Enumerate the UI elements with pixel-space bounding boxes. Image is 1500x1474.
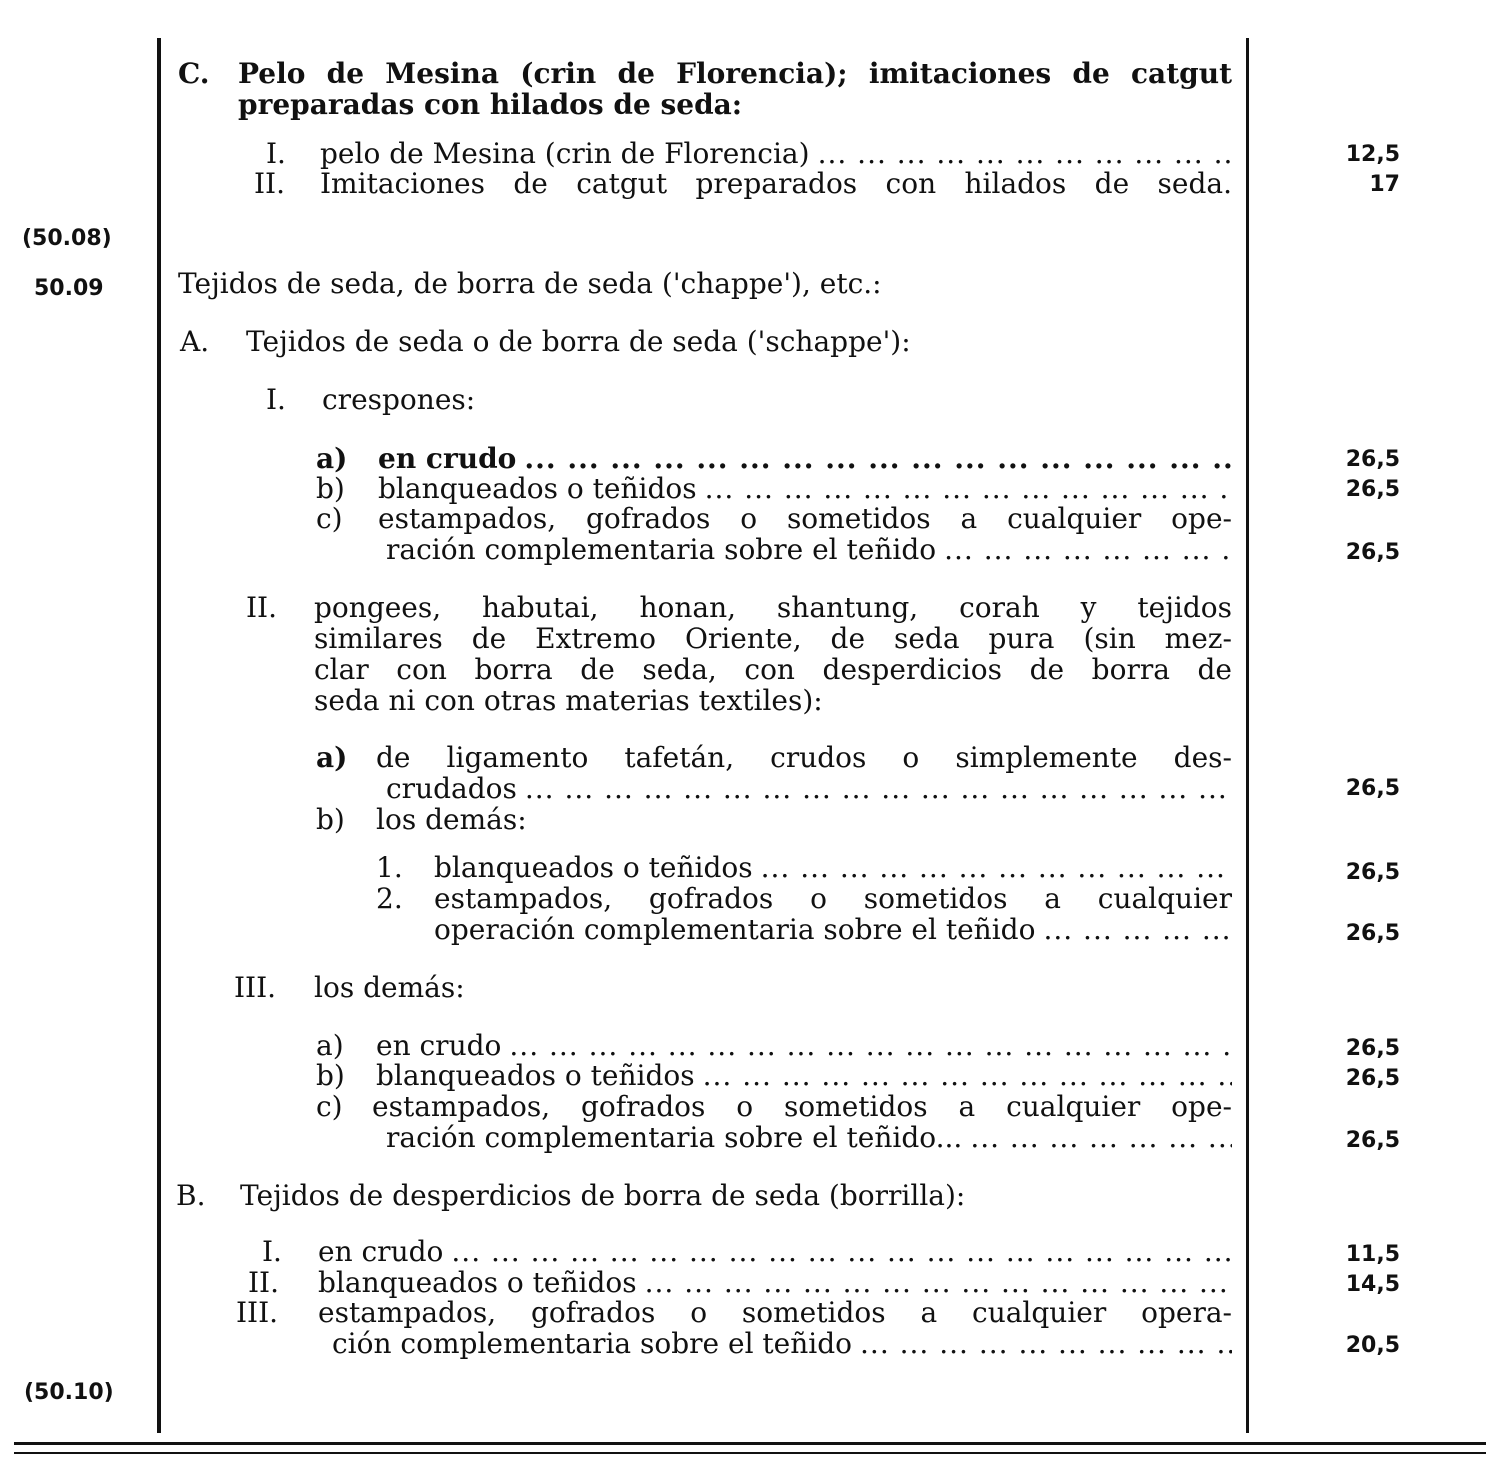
item-text-line2: ración complementaria sobre el teñido [386,534,937,565]
item-line [332,1328,1232,1359]
dot-leader [705,473,1232,504]
item-line [318,1236,1232,1267]
duty-rate: 26,5 [1345,447,1400,472]
item-letter: b) [316,1059,345,1092]
item-title: crespones: [322,383,476,416]
right-column-rule [1246,38,1249,1433]
duty-rate: 26,5 [1345,1036,1400,1061]
item-letter: a) [316,741,348,774]
item-number: II. [248,1266,280,1299]
item-line [376,1060,1232,1091]
dot-leader [645,1267,1232,1298]
tariff-code: 50.09 [34,276,104,301]
item-line [378,443,1232,474]
item-line [378,473,1232,504]
section-a-label: A. [180,325,210,358]
item-line [318,1267,1232,1298]
item-letter: a) [316,442,348,475]
item-text-line4: seda ni con otras materias textiles): [314,684,823,717]
dot-leader [1043,914,1232,945]
item-number: II. [254,167,286,200]
duty-rate: 11,5 [1345,1242,1400,1267]
item-text-line2: ración complementaria sobre el teñido... [386,1122,963,1153]
item-letter: a) [316,1029,344,1062]
item-text: Imitaciones de catgut preparados con hilados de seda. [320,167,1232,200]
dot-leader [525,773,1232,804]
item-letter: c) [316,502,343,535]
dot-leader [451,1236,1232,1267]
item-line [386,534,1232,565]
duty-rate: 14,5 [1345,1272,1400,1297]
item-text-line2: ción complementaria sobre el teñido [332,1328,853,1359]
item-title: los demás: [314,971,465,1004]
duty-rate: 20,5 [1345,1333,1400,1358]
section-b-title: Tejidos de desperdicios de borra de seda (borrilla): [240,1179,966,1212]
item-text: blanqueados o teñidos [376,1060,695,1091]
item-text-line1: estampados, gofrados o sometidos a cualquier [434,882,1232,915]
item-text: blanqueados o teñidos [318,1267,637,1298]
dot-leader [818,138,1232,169]
heading-title: Tejidos de seda, de borra de seda ('chappe'), etc.: [178,267,882,300]
item-letter: b) [316,803,345,836]
bottom-double-rule [14,1452,1486,1454]
dot-leader [944,534,1232,565]
duty-rate: 26,5 [1345,1066,1400,1091]
duty-rate: 26,5 [1345,921,1400,946]
item-text-line3: clar con borra de seda, con desperdicios de borra de [314,653,1232,686]
item-line [434,852,1232,883]
duty-rate: 26,5 [1345,776,1400,801]
dot-leader [970,1122,1232,1153]
duty-rate: 12,5 [1345,142,1400,167]
item-text-line2: operación complementaria sobre el teñido [434,914,1036,945]
item-text-line1: pongees, habutai, honan, shantung, corah y tejidos [314,591,1232,624]
bottom-double-rule [14,1442,1486,1445]
item-text-line2: similares de Extremo Oriente, de seda pura (sin mez- [314,622,1232,655]
item-line [386,1122,1232,1153]
section-b-label: B. [176,1179,206,1212]
item-text-line2: crudados [386,773,517,804]
dot-leader [509,1030,1232,1061]
item-text-line1: de ligamento tafetán, crudos o simplemente des- [376,741,1232,774]
item-text-line1: estampados, gofrados o sometidos a cualquier opera- [318,1296,1232,1329]
dot-leader [761,852,1232,883]
item-text: blanqueados o teñidos [378,473,697,504]
item-number: I. [266,383,286,416]
item-number: I. [262,1235,282,1268]
section-a-title: Tejidos de seda o de borra de seda ('schappe'): [246,325,911,358]
item-text: blanqueados o teñidos [434,852,753,883]
item-text: pelo de Mesina (crin de Florencia) [320,138,810,169]
duty-rate: 26,5 [1345,540,1400,565]
dot-leader [860,1328,1232,1359]
item-text: en crudo [318,1236,444,1267]
item-text: en crudo [378,443,517,474]
item-number: III. [234,971,277,1004]
tariff-code: (50.08) [22,226,112,251]
item-letter: b) [316,472,345,505]
item-line [386,773,1232,804]
duty-rate: 26,5 [1345,1128,1400,1153]
dot-leader [524,443,1232,474]
item-letter: c) [316,1090,343,1123]
duty-rate: 26,5 [1345,860,1400,885]
item-text-line1: estampados, gofrados o sometidos a cualquier ope- [372,1090,1232,1123]
item-text: los demás: [376,803,527,836]
section-c-title-line2: preparadas con hilados de seda: [238,88,743,121]
tariff-code: (50.10) [24,1380,114,1405]
dot-leader [703,1060,1232,1091]
left-column-rule [157,38,161,1433]
duty-rate: 17 [1369,172,1400,197]
item-number: I. [266,137,286,170]
item-text-line1: estampados, gofrados o sometidos a cualquier ope- [378,502,1232,535]
item-number: 2. [376,882,403,915]
item-line [434,914,1232,945]
item-line [376,1030,1232,1061]
section-c-label: C. [178,57,210,90]
item-number: III. [236,1296,279,1329]
item-line [320,138,1232,169]
item-number: 1. [376,851,403,884]
duty-rate: 26,5 [1345,477,1400,502]
item-text: en crudo [376,1030,502,1061]
section-c-title-line1: Pelo de Mesina (crin de Florencia); imitaciones de catgut [238,57,1232,90]
item-number: II. [246,591,278,624]
